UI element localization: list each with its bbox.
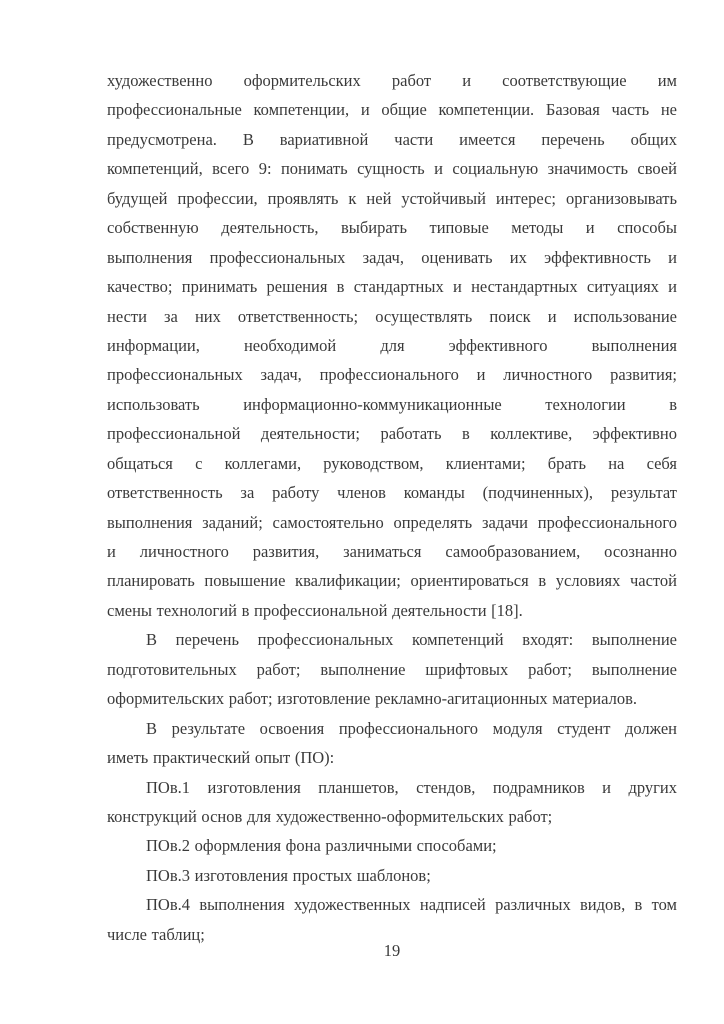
text-line: нести за них ответственность; осуществлять поиск и использование — [107, 306, 677, 326]
page-number: 19 — [383, 941, 401, 960]
paragraph — [107, 66, 677, 625]
text-line: собственную деятельность, выбирать типовые методы и способы — [107, 218, 677, 238]
text-line: ПОв.3 изготовления простых шаблонов; — [146, 865, 431, 885]
text-line: смены технологий в профессиональной деятельности [18]. — [107, 600, 523, 620]
text-line: иметь практический опыт (ПО): — [107, 748, 335, 768]
text-line: общаться с коллегами, руководством, клиентами; брать на себя — [107, 453, 677, 473]
text-line: выполнения профессиональных задач, оценивать их эффективность и — [107, 247, 677, 267]
text-line: планировать повышение квалификации; ориентироваться в условиях частой — [107, 571, 677, 591]
text-line: качество; принимать решения в стандартных и нестандартных ситуациях и — [107, 277, 677, 297]
text-line: конструкций основ для художественно-оформительских работ; — [107, 806, 553, 826]
text-line: выполнения заданий; самостоятельно определять задачи профессионального — [107, 512, 677, 532]
text-line: и личностного развития, заниматься самообразованием, осознанно — [107, 542, 677, 561]
text-line: ПОв.1 изготовления планшетов, стендов, подрамников и других — [146, 777, 677, 797]
text-line: художественно оформительских работ и соответствующие им — [107, 71, 677, 90]
document-text — [107, 66, 677, 949]
text-line: профессиональные компетенции, и общие компетенции. Базовая часть не — [107, 100, 677, 120]
text-line: оформительских работ; изготовление рекламно-агитационных материалов. — [107, 689, 637, 709]
text-line: компетенций, всего 9: понимать сущность и социальную значимость своей — [107, 159, 677, 179]
text-line: использовать информационно-коммуникационные технологии в — [107, 394, 677, 414]
text-line: ПОв.2 оформления фона различными способами; — [146, 836, 497, 856]
paragraph — [107, 714, 677, 773]
paragraph — [107, 625, 677, 713]
text-line: будущей профессии, проявлять к ней устойчивый интерес; организовывать — [107, 188, 677, 208]
paragraph — [107, 861, 677, 890]
text-line: предусмотрена. В вариативной части имеется перечень общих — [107, 129, 677, 149]
text-line: числе таблиц; — [107, 924, 205, 944]
text-line: профессиональной деятельности; работать в коллективе, эффективно — [107, 424, 677, 444]
text-line: В перечень профессиональных компетенций входят: выполнение — [146, 630, 677, 650]
text-line: В результате освоения профессионального модуля студент должен — [146, 718, 677, 738]
text-line: подготовительных работ; выполнение шрифтовых работ; выполнение — [107, 659, 677, 679]
text-line: ответственность за работу членов команды (подчиненных), результат — [107, 483, 677, 503]
text-line: профессиональных задач, профессионального и личностного развития; — [107, 365, 677, 385]
paragraph — [107, 831, 677, 860]
text-line: информации, необходимой для эффективного выполнения — [107, 335, 677, 355]
text-line: ПОв.4 выполнения художественных надписей различных видов, в том — [146, 895, 677, 915]
paragraph — [107, 773, 677, 832]
